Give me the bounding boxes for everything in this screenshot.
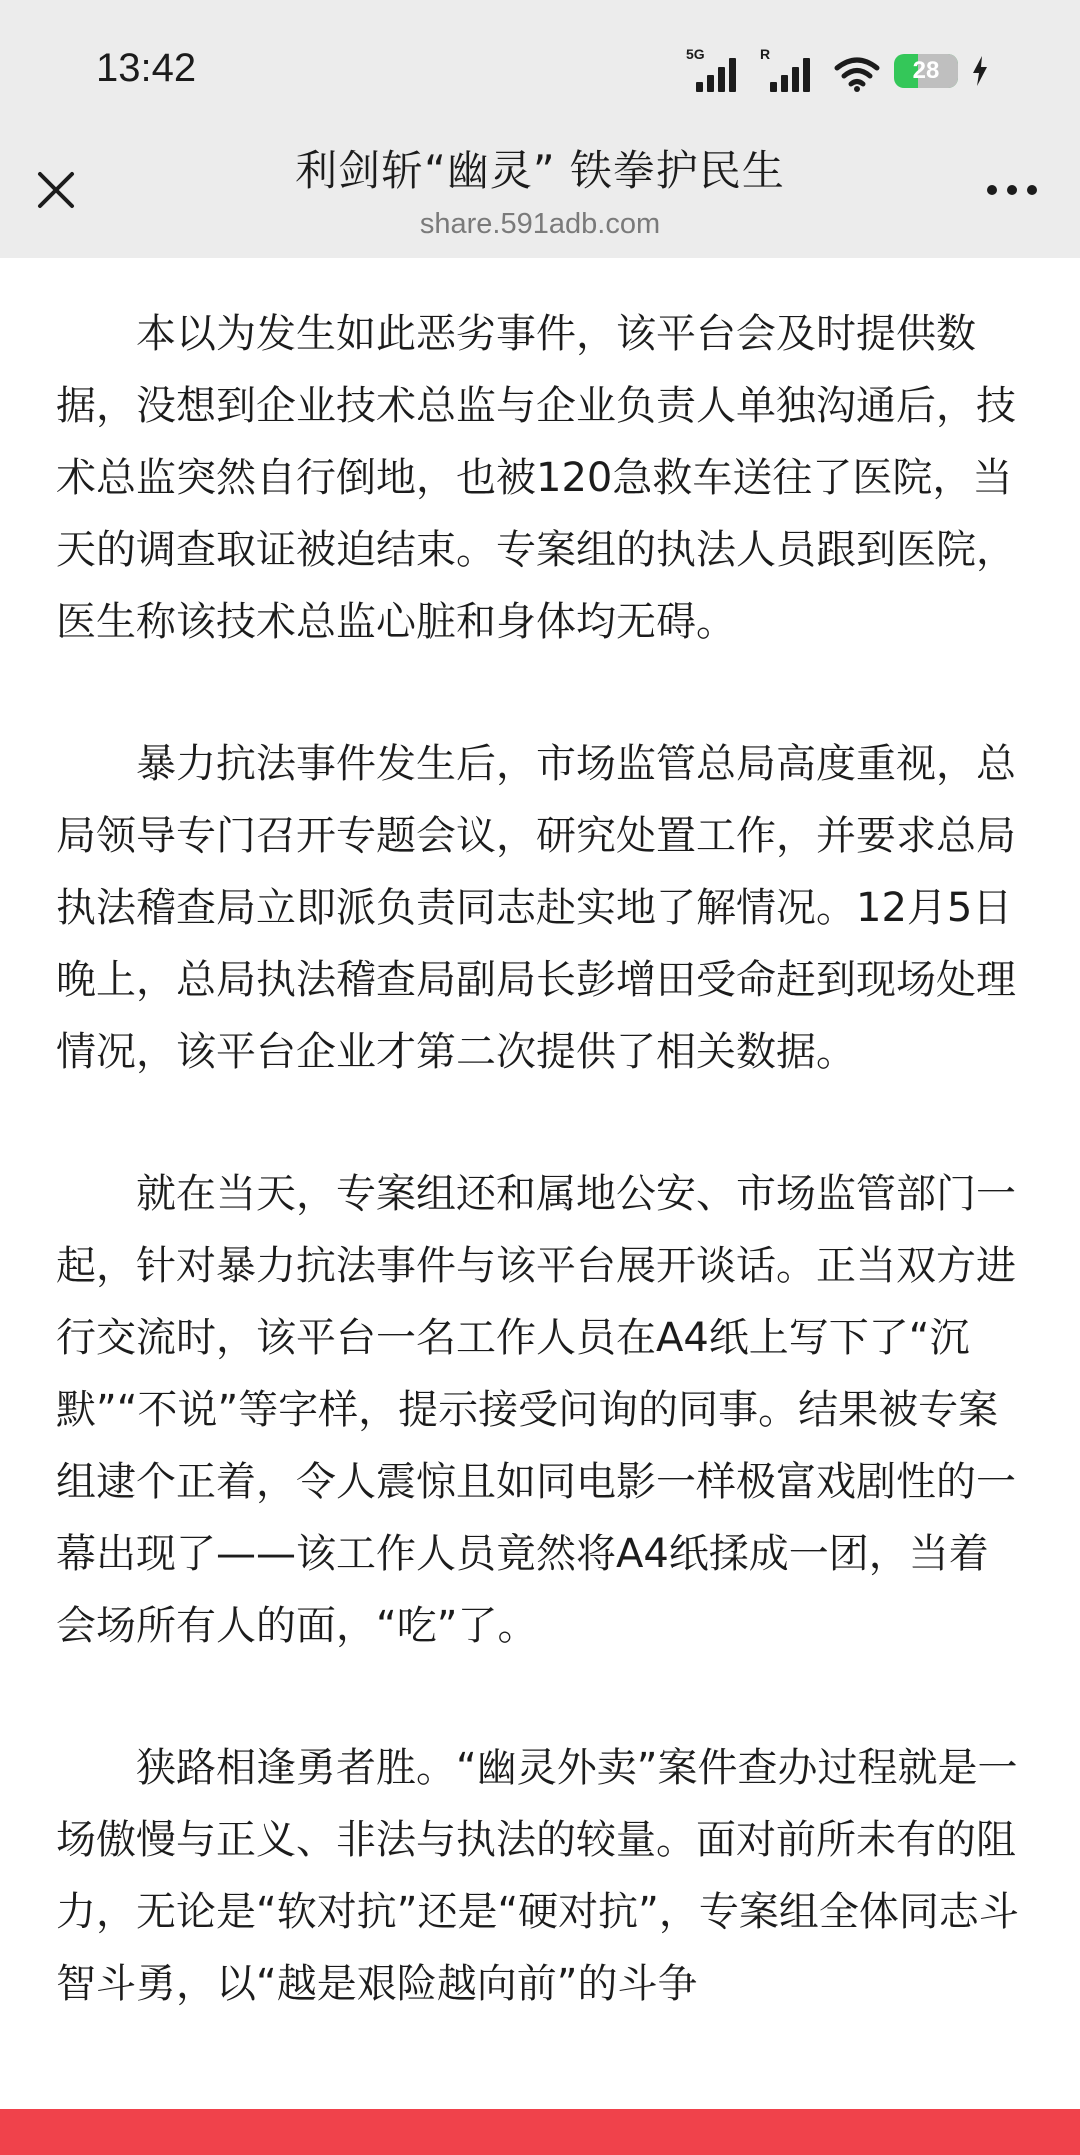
browser-header	[0, 0, 1080, 258]
network-type-label: 5G	[686, 46, 705, 62]
article-paragraph: 暴力抗法事件发生后，市场监管总局高度重视，总局领导专门召开专题会议，研究处置工作，并要求总局执法稽查局立即派负责同志赴实地了解情况。12月5日晚上，总局执法稽查局副局长彭增田受命赶到现场处理情况，该平台企业才第二次提供了相关数据。	[56, 741, 1016, 1075]
page-url: share.591adb.com	[419, 208, 661, 240]
bottom-bar	[0, 2109, 1080, 2155]
roaming-label: R	[760, 46, 771, 62]
cellular-signal-icon	[686, 46, 746, 92]
page-title: 利剑斩“幽灵” 铁拳护民生	[295, 146, 785, 195]
article-body	[56, 298, 1028, 2090]
article-paragraph: 狭路相逢勇者胜。“幽灵外卖”案件查办过程就是一场傲慢与正义、非法与执法的较量。面对前所未有的阻力，无论是“软对抗”还是“硬对抗”，专案组全体同志斗智斗勇，以“越是艰险越向前”的斗争	[56, 1745, 1019, 2007]
article-paragraph: 本以为发生如此恶劣事件，该平台会及时提供数据，没想到企业技术总监与企业负责人单独沟通后，技术总监突然自行倒地，也被120急救车送往了医院，当天的调查取证被迫结束。专案组的执法人员跟到医院，医生称该技术总监心脏和身体均无碍。	[56, 311, 1016, 645]
status-icons	[686, 44, 988, 92]
charging-icon	[972, 56, 988, 86]
battery-icon	[894, 54, 958, 88]
battery-level: 28	[912, 57, 940, 84]
more-icon[interactable]	[984, 176, 1040, 204]
cellular-signal-roaming-icon	[760, 46, 820, 92]
close-icon[interactable]	[30, 164, 82, 216]
wifi-icon	[834, 56, 880, 92]
status-time: 13:42	[96, 46, 197, 90]
article-paragraph: 就在当天，专案组还和属地公安、市场监管部门一起，针对暴力抗法事件与该平台展开谈话。正当双方进行交流时，该平台一名工作人员在A4纸上写下了“沉默”“不说”等字样，提示接受问询的同事。结果被专案组逮个正着，令人震惊且如同电影一样极富戏剧性的一幕出现了——该工作人员竟然将A4纸揉成一团，当着会场所有人的面，“吃”了。	[56, 1171, 1016, 1649]
